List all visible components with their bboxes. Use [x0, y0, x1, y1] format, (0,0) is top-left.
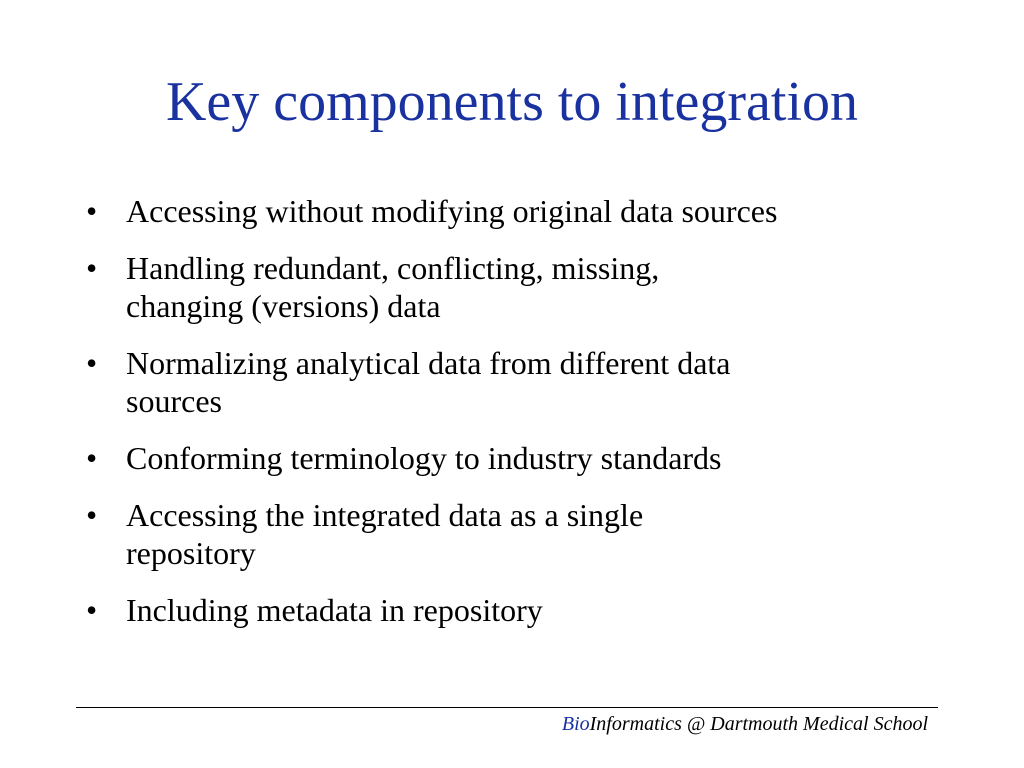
bullet-text: Including metadata in repository: [126, 592, 543, 628]
bullet-dot: •: [86, 497, 98, 533]
bullet-dot: •: [86, 193, 98, 229]
bullet-text: Normalizing analytical data from different data sources: [126, 345, 731, 419]
footer-divider: [76, 707, 938, 708]
bullet-item: [86, 496, 966, 572]
bullet-dot: •: [86, 250, 98, 286]
bullet-item: [86, 249, 966, 325]
bullet-item: [86, 439, 966, 477]
bullet-dot: •: [86, 440, 98, 476]
bullet-dot: •: [86, 345, 98, 381]
bullet-item: [86, 591, 966, 629]
bullet-text: Conforming terminology to industry standards: [126, 440, 722, 476]
slide-title: Key components to integration: [165, 71, 859, 133]
bullet-item: [86, 344, 966, 420]
bullet-dot: •: [86, 592, 98, 628]
footer-text: Informatics @ Dartmouth Medical School: [589, 713, 928, 735]
bullet-item: [86, 192, 966, 230]
bullet-text: Accessing the integrated data as a single repository: [126, 497, 644, 571]
bullet-text: Handling redundant, conflicting, missing, changing (versions) data: [126, 250, 660, 324]
footer: [562, 711, 928, 737]
bullet-list: [86, 192, 966, 648]
bullet-text: Accessing without modifying original data sources: [126, 193, 778, 229]
footer-prefix: Bio: [561, 713, 590, 735]
